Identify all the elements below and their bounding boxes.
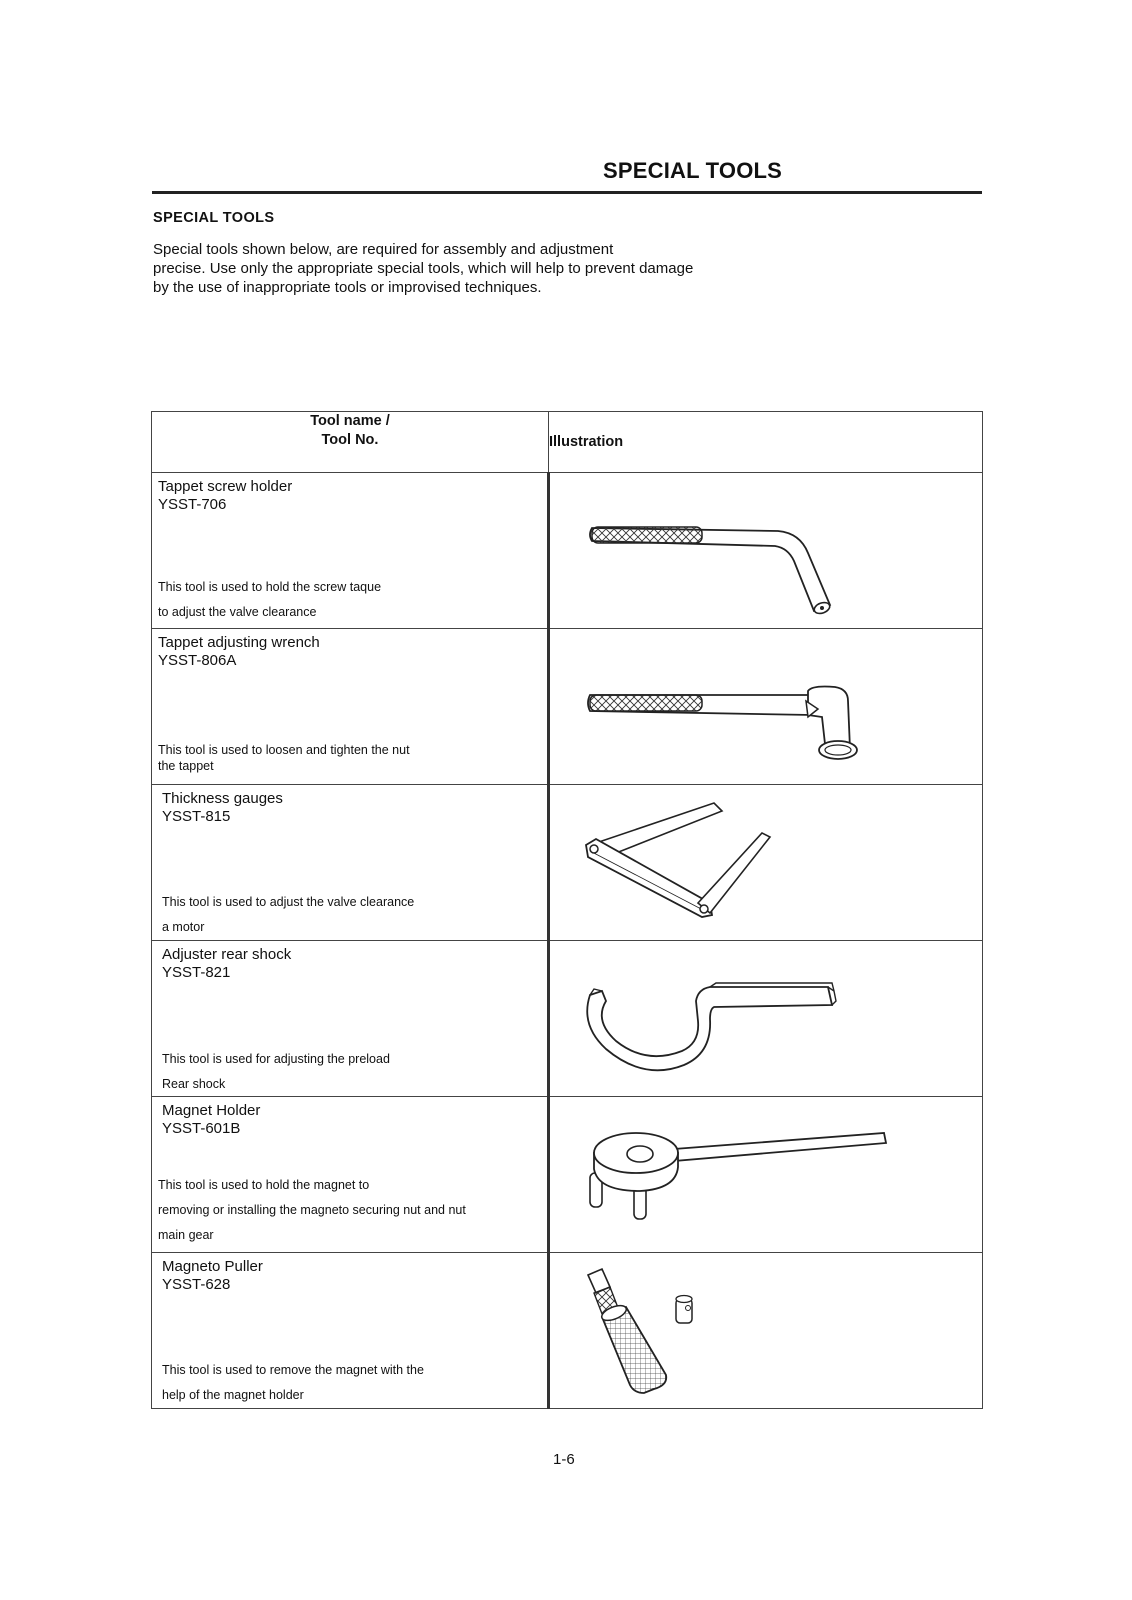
special-tools-table (151, 411, 983, 1409)
table-row (152, 473, 983, 629)
tool-name: Tappet adjusting wrench (158, 634, 320, 651)
table-header-row (152, 412, 983, 473)
tool-name-cell (152, 629, 549, 785)
tool-description (158, 742, 410, 774)
table-row (152, 785, 983, 941)
tool-description-line: This tool is used to loosen and tighten the nut (158, 743, 410, 757)
tool-number: YSST-601B (162, 1120, 241, 1137)
illustration-cell (549, 473, 983, 629)
tool-name-cell (152, 1097, 549, 1253)
tool-description-line: This tool is used to hold the screw taque (158, 580, 382, 594)
tool-name: Adjuster rear shock (162, 946, 292, 963)
tool-name-cell (152, 1253, 549, 1409)
magnet-holder-icon (550, 1097, 984, 1252)
intro-line: Special tools shown below, are required for assembly and adjustment (153, 241, 614, 258)
tool-number: YSST-821 (162, 964, 231, 981)
tool-number: YSST-706 (158, 496, 227, 513)
tool-description-line: This tool is used for adjusting the preload (162, 1052, 390, 1066)
adjuster-rear-shock-icon (550, 941, 984, 1096)
tool-description (162, 890, 414, 940)
tool-name-cell (152, 473, 549, 629)
tool-name: Magnet Holder (162, 1102, 261, 1119)
tool-description-line: Rear shock (162, 1077, 226, 1091)
illustration-cell (549, 629, 983, 785)
tool-name-cell (152, 941, 549, 1097)
illustration-cell (549, 785, 983, 941)
tool-description (158, 575, 381, 625)
tool-name-cell (152, 785, 549, 941)
tool-description (158, 1173, 466, 1248)
tool-description-line: a motor (162, 920, 205, 934)
tool-description-line: This tool is used to adjust the valve clearance (162, 895, 415, 909)
tool-description-line: This tool is used to remove the magnet with the (162, 1363, 424, 1377)
illustration-cell (549, 1253, 983, 1409)
tool-name: Tappet screw holder (158, 478, 293, 495)
page-number: 1-6 (553, 1451, 575, 1468)
tappet-adjusting-wrench-icon (550, 629, 984, 784)
tool-number: YSST-628 (162, 1276, 231, 1293)
tool-name: Magneto Puller (162, 1258, 263, 1275)
column-header-tool-no-line: Tool No. (321, 432, 379, 448)
tool-number: YSST-806A (158, 652, 237, 669)
tool-number: YSST-815 (162, 808, 231, 825)
thickness-gauges-icon (550, 785, 984, 940)
table-row (152, 1097, 983, 1253)
intro-paragraph (153, 240, 793, 297)
tool-description-line: the tappet (158, 759, 214, 773)
intro-line: by the use of inappropriate tools or improvised techniques. (153, 279, 542, 296)
tool-description-line: main gear (158, 1228, 214, 1242)
column-header-illustration: Illustration (549, 412, 983, 473)
tool-description (162, 1358, 424, 1408)
column-header-tool-name (152, 412, 549, 473)
illustration-cell (549, 941, 983, 1097)
intro-line: precise. Use only the appropriate special tools, which will help to prevent damage (153, 260, 694, 277)
illustration-cell (549, 1097, 983, 1253)
table-row (152, 1253, 983, 1409)
tool-name: Thickness gauges (162, 790, 283, 807)
tool-description-line: to adjust the valve clearance (158, 605, 317, 619)
table-row (152, 941, 983, 1097)
table-row (152, 629, 983, 785)
column-header-tool-name-line: Tool name / (310, 413, 390, 429)
header-rule (152, 191, 982, 194)
tool-description-line: This tool is used to hold the magnet to (158, 1178, 370, 1192)
tappet-screw-holder-icon (550, 473, 984, 628)
magneto-puller-icon (550, 1253, 984, 1408)
tool-description-line: help of the magnet holder (162, 1388, 304, 1402)
tool-description-line: removing or installing the magneto securing nut and nut (158, 1203, 466, 1217)
section-heading: SPECIAL TOOLS (153, 210, 275, 226)
page-title: SPECIAL TOOLS (603, 158, 783, 183)
tool-description (162, 1047, 390, 1097)
